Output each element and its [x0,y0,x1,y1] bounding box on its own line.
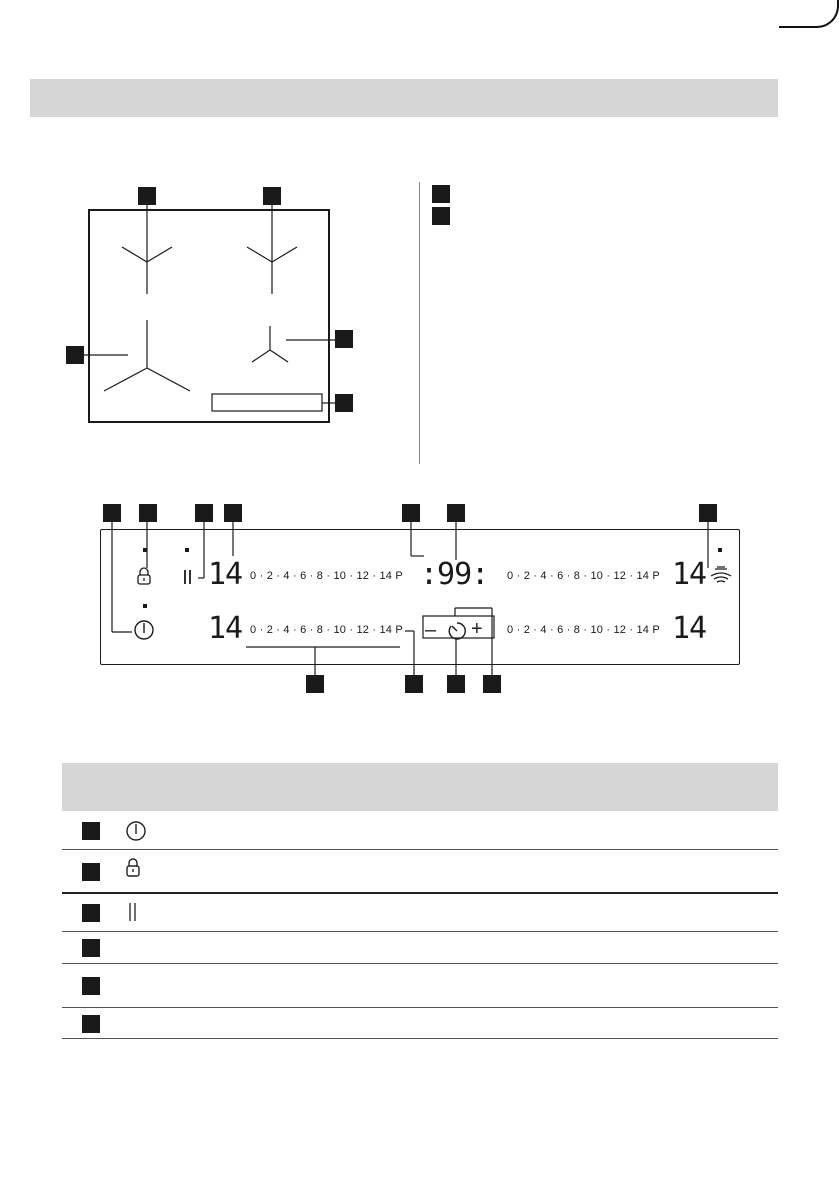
power-scale[interactable]: 0 · 2 · 4 · 6 · 8 · 10 · 12 · 14 P [250,624,403,636]
hood-link-icon[interactable] [709,564,733,586]
table-row [62,894,778,932]
power-scale[interactable]: 0 · 2 · 4 · 6 · 8 · 10 · 12 · 14 P [250,570,403,582]
power-scale[interactable]: 0 · 2 · 4 · 6 · 8 · 10 · 12 · 14 P [507,570,660,582]
column-divider [419,182,420,464]
lock-icon [124,856,142,878]
plus-button[interactable]: + [471,618,483,640]
lock-icon[interactable] [136,566,152,586]
table-row-marker [82,904,100,922]
table-row [62,850,778,894]
power-level-display: 14 [208,611,243,646]
legend-marker [432,185,450,203]
table-row-marker [82,1015,100,1033]
table-row-marker [82,822,100,840]
table-row [62,811,778,850]
timer-icon[interactable] [446,620,468,642]
table-row-marker [82,977,100,995]
table-row-marker [82,939,100,957]
table-row [62,964,778,1008]
power-scale[interactable]: 0 · 2 · 4 · 6 · 8 · 10 · 12 · 14 P [507,624,660,636]
table-header [62,763,778,811]
minus-button[interactable]: – [425,619,437,641]
table-row [62,1008,778,1039]
power-level-display: 14 [672,557,707,592]
power-level-display: 14 [208,557,243,592]
power-icon[interactable] [132,618,156,642]
power-icon [124,819,148,843]
table-row-marker [82,863,100,881]
timer-display: :99: [420,557,489,592]
pause-icon[interactable] [181,568,195,586]
control-panel-lines [0,520,839,690]
pause-icon [127,902,139,922]
power-level-display: 14 [672,611,707,646]
legend-marker [432,207,450,225]
table-row [62,932,778,964]
